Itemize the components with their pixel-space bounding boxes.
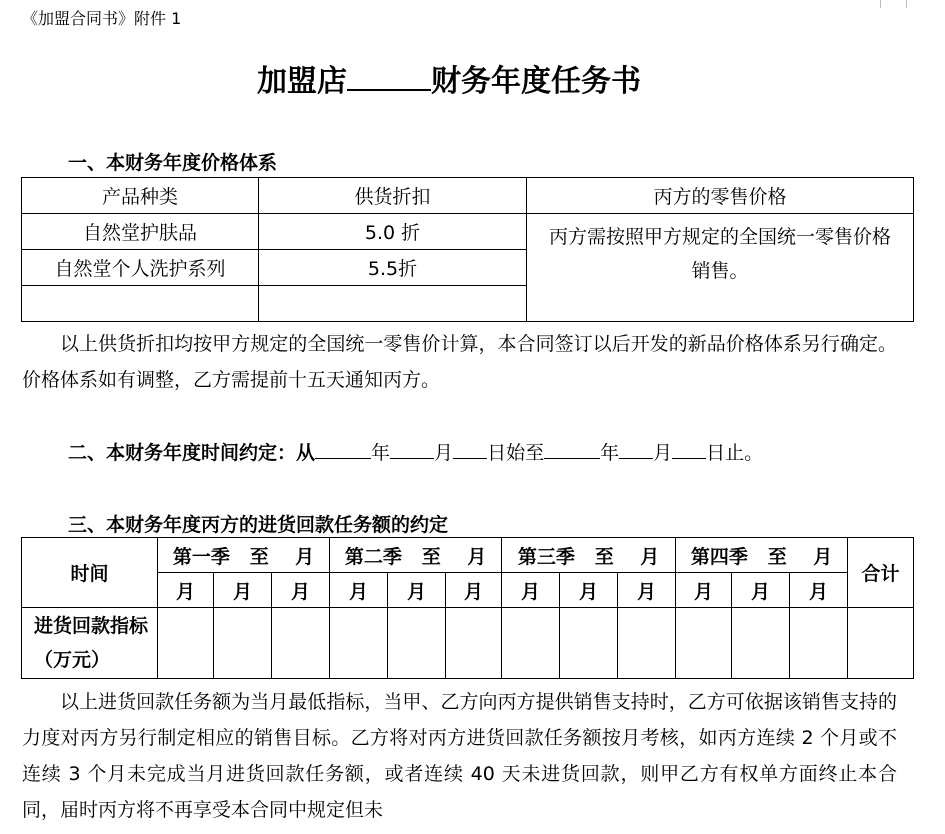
target-cell[interactable]: [732, 608, 790, 679]
total-cell[interactable]: [848, 608, 914, 679]
discount-cell[interactable]: [259, 286, 527, 322]
target-cell[interactable]: [388, 608, 446, 679]
target-cell[interactable]: [676, 608, 732, 679]
start-year-blank[interactable]: [315, 440, 371, 459]
month-label: 月: [732, 573, 790, 608]
header-retail-price: 丙方的零售价格: [527, 178, 914, 214]
month-label: 月: [790, 573, 848, 608]
payment-target-table: [21, 537, 914, 679]
table-row: [22, 214, 914, 250]
price-system-table: [21, 177, 914, 322]
month-label: 月: [214, 573, 272, 608]
title-suffix: 财务年度任务书: [431, 64, 641, 99]
month-label: 月: [560, 573, 618, 608]
target-row: [22, 608, 914, 679]
total-label: 合计: [848, 538, 914, 608]
page-corner-mark: [880, 0, 881, 8]
product-cell: 自然堂护肤品: [22, 214, 259, 250]
quarter-header: 第二季 至 月: [330, 538, 502, 573]
title-prefix: 加盟店: [257, 64, 347, 99]
target-cell[interactable]: [790, 608, 848, 679]
product-cell: 自然堂个人洗护系列: [22, 250, 259, 286]
month-label: 月: [272, 573, 330, 608]
store-name-blank[interactable]: [347, 63, 431, 91]
start-month-blank[interactable]: [390, 440, 434, 459]
table-header-row: [22, 178, 914, 214]
section2-heading: 二、本财务年度时间约定：从 年 月 日始至 年 月 日止。: [68, 442, 764, 464]
target-cell[interactable]: [446, 608, 502, 679]
header-product-type: 产品种类: [22, 178, 259, 214]
target-cell[interactable]: [560, 608, 618, 679]
quarter-row: [22, 538, 914, 573]
product-cell[interactable]: [22, 286, 259, 322]
document-reference: 《加盟合同书》附件 1: [22, 9, 182, 28]
end-month-blank[interactable]: [619, 440, 653, 459]
month-label: 月: [676, 573, 732, 608]
month-label: 月: [502, 573, 560, 608]
time-label: 时间: [22, 538, 158, 608]
start-day-blank[interactable]: [453, 440, 487, 459]
retail-price-note: 丙方需按照甲方规定的全国统一零售价格销售。: [527, 214, 914, 322]
section3-paragraph: 以上进货回款任务额为当月最低指标，当甲、乙方向丙方提供销售支持时，乙方可依据该销售支持的力度对丙方另行制定相应的销售目标。乙方将对丙方进货回款任务额按月考核，如丙方连续 2 个月或不连续 3 个月未完成当月进货回款任务额，或者连续 40 天未进货回款，则甲乙方有权单方面终止本合同，届时丙方将不再享受本合同中规定但未: [22, 691, 897, 821]
discount-cell: 5.0 折: [259, 214, 527, 250]
quarter-header: 第一季 至 月: [158, 538, 330, 573]
target-cell[interactable]: [618, 608, 676, 679]
section1-paragraph: 以上供货折扣均按甲方规定的全国统一零售价计算，本合同签订以后开发的新品价格体系另行确定。价格体系如有调整，乙方需提前十五天通知丙方。: [22, 333, 897, 391]
target-cell[interactable]: [214, 608, 272, 679]
end-year-blank[interactable]: [544, 440, 600, 459]
month-label: 月: [158, 573, 214, 608]
discount-cell: 5.5折: [259, 250, 527, 286]
page-corner-mark: [906, 0, 907, 8]
target-cell[interactable]: [502, 608, 560, 679]
month-label: 月: [446, 573, 502, 608]
month-label: 月: [330, 573, 388, 608]
end-day-blank[interactable]: [672, 440, 706, 459]
target-cell[interactable]: [272, 608, 330, 679]
target-cell[interactable]: [330, 608, 388, 679]
month-label: 月: [618, 573, 676, 608]
quarter-header: 第四季 至 月: [676, 538, 848, 573]
month-label: 月: [388, 573, 446, 608]
quarter-header: 第三季 至 月: [502, 538, 676, 573]
header-discount: 供货折扣: [259, 178, 527, 214]
target-row-label: 进货回款指标（万元）: [22, 608, 158, 679]
target-cell[interactable]: [158, 608, 214, 679]
section3-heading: 三、本财务年度丙方的进货回款任务额的约定: [68, 514, 449, 536]
document-title: [0, 56, 898, 100]
section1-heading: 一、本财务年度价格体系: [68, 152, 278, 174]
